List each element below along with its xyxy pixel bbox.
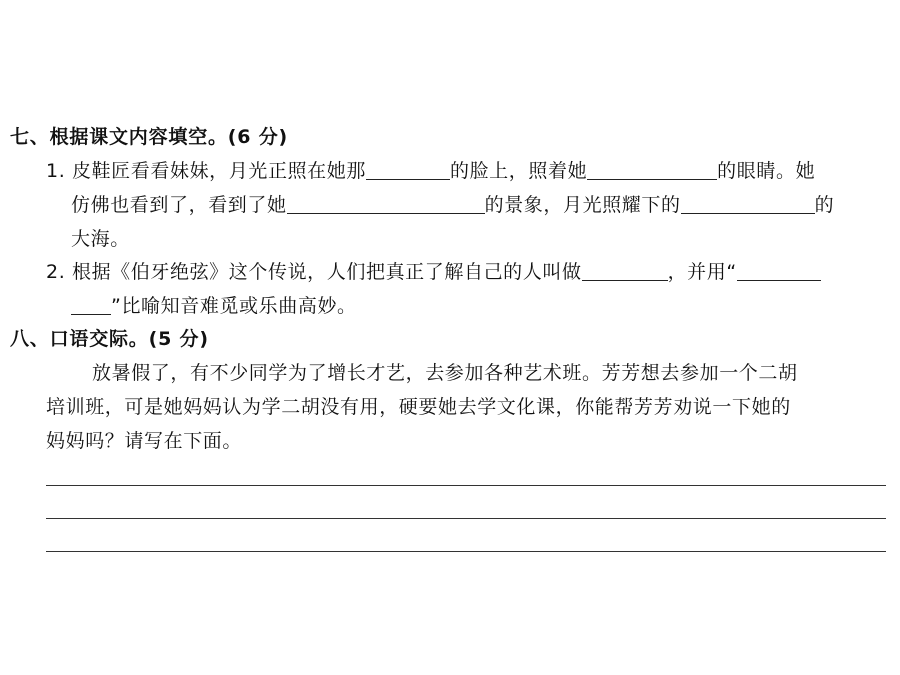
- q1-text-part6: 的: [814, 194, 835, 216]
- q2-text-part2: ，并用“: [667, 261, 737, 283]
- q1-line1: [46, 158, 815, 184]
- q1-line3: 大海。: [71, 228, 130, 250]
- q1-text-part3: 的眼睛。她: [717, 160, 816, 182]
- q1-line2: [71, 192, 834, 218]
- answer-blank-q1d[interactable]: [681, 193, 815, 214]
- q2-line1: [46, 259, 821, 285]
- q1-text-part2: 的脸上，照着她: [449, 160, 588, 182]
- q1-text-part5: 的景象，月光照耀下的: [484, 194, 681, 216]
- q2-text-part3: ”比喻知音难觅或乐曲高妙。: [111, 295, 357, 317]
- prompt-paragraph-line2: 培训班，可是她妈妈认为学二胡没有用，硬要她去学文化课，你能帮芳芳劝说一下她的: [46, 396, 791, 418]
- answer-blank-q1a[interactable]: [366, 159, 450, 180]
- q2-line2: [71, 293, 357, 319]
- answer-blank-q1b[interactable]: [587, 159, 717, 180]
- writing-line-3[interactable]: [46, 551, 886, 552]
- section7-heading: 七、根据课文内容填空。(6 分): [10, 126, 289, 148]
- writing-line-2[interactable]: [46, 518, 886, 519]
- q1-text-part4: 仿佛也看到了，看到了她: [71, 194, 287, 216]
- section8-heading: 八、口语交际。(5 分): [10, 328, 209, 350]
- q2-text-part1: 2. 根据《伯牙绝弦》这个传说，人们把真正了解自己的人叫做: [46, 261, 582, 283]
- answer-blank-q2b[interactable]: [737, 260, 821, 281]
- answer-blank-q2b-continued[interactable]: [71, 294, 111, 315]
- writing-line-1[interactable]: [46, 485, 886, 486]
- prompt-paragraph-line1: 放暑假了，有不少同学为了增长才艺，去参加各种艺术班。芳芳想去参加一个二胡: [92, 362, 798, 384]
- answer-blank-q1c[interactable]: [287, 193, 485, 214]
- q1-text-part1: 1. 皮鞋匠看看妹妹，月光正照在她那: [46, 160, 366, 182]
- answer-blank-q2a[interactable]: [582, 260, 668, 281]
- prompt-paragraph-line3: 妈妈吗？请写在下面。: [46, 430, 243, 452]
